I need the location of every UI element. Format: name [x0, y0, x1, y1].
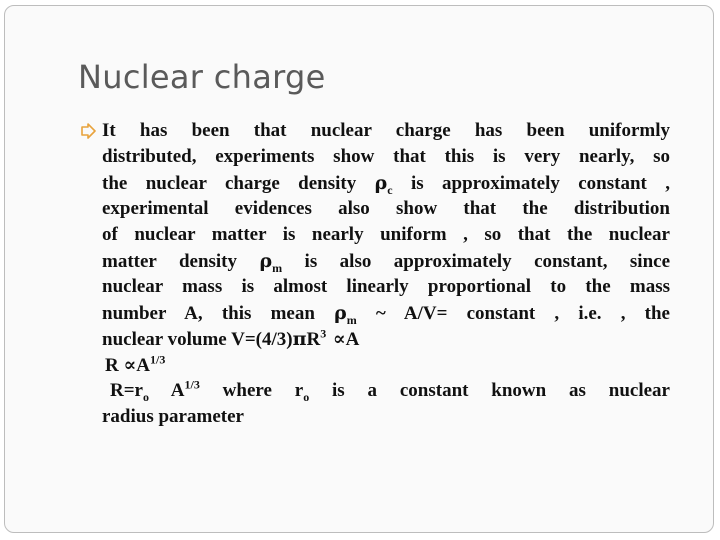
- proportional-symbol: ∝: [326, 328, 346, 350]
- body-line-3: the nuclear charge density $\rho_c$ is approximately constant ,: [102, 172, 670, 197]
- body-line-5: of nuclear matter is nearly uniform , so that the nuclear: [102, 224, 670, 245]
- rho-symbol: ρ: [334, 302, 347, 324]
- body-line-1: It has been that nuclear charge has been uniformly: [102, 120, 670, 141]
- body-line-last: radius parameter: [102, 406, 244, 427]
- body-line-2: distributed, experiments show that this is very nearly, so: [102, 146, 670, 167]
- body-line-8: number A, this mean $\rho_m$ ~ A/V= constant , i.e. , the: [102, 302, 670, 327]
- arrow-bullet-icon: [80, 123, 96, 139]
- body-line-9: nuclear volume $V=(4/3)\pi R^3 \propto A$: [102, 326, 360, 350]
- body-line-7: nuclear mass is almost linearly proportional to the mass: [102, 276, 670, 297]
- body-line-6: matter density $\rho_m$ is also approximately constant, since: [102, 250, 671, 275]
- slide-body: [102, 118, 670, 430]
- rho-symbol: ρ: [259, 250, 273, 272]
- proportional-symbol: ∝: [123, 354, 137, 376]
- rho-symbol: ρ: [374, 172, 388, 194]
- body-line-4: experimental evidences also show that the distribution: [102, 198, 670, 219]
- formula-r-propto: $R \propto A^{1/3}$: [105, 352, 166, 376]
- slide-title: Nuclear charge: [78, 58, 326, 96]
- formula-r-equals: $R=r_o$ $A^{1/3}$ where $r_o$ is a constant known as nuclear: [110, 377, 670, 404]
- pi-symbol: π: [292, 328, 307, 350]
